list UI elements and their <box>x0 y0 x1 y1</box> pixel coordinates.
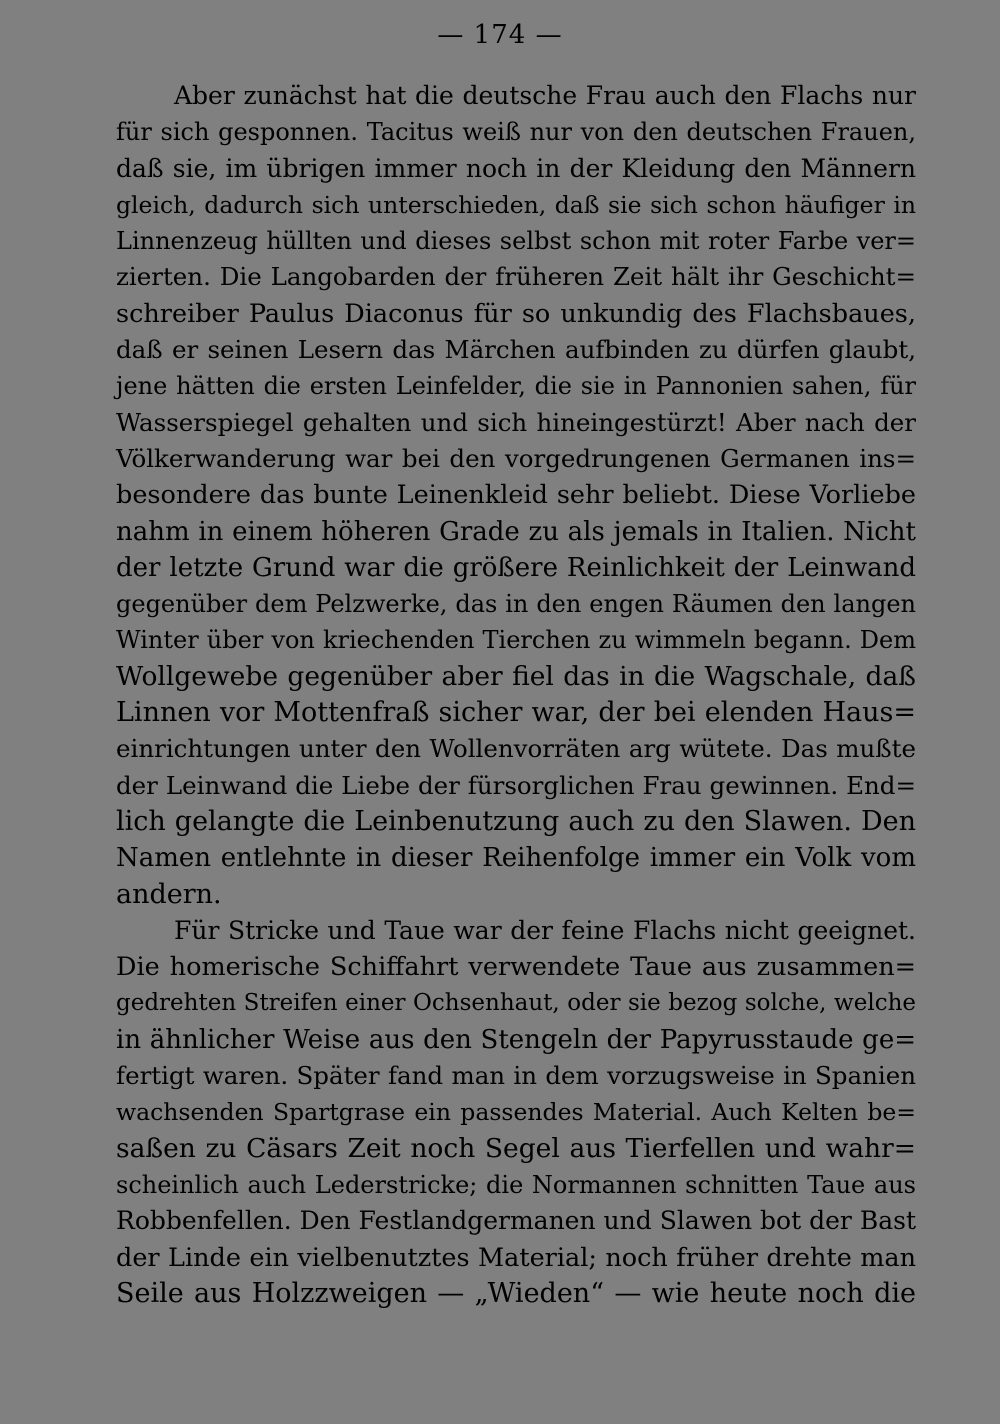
text-line: daß er seinen Lesern das Märchen aufbinden zu dürfen glaubt, <box>116 335 916 365</box>
text-line: Linnenzeug hüllten und dieses selbst schon mit roter Farbe ver= <box>116 227 916 256</box>
text-line: Seile aus Holzzweigen — „Wieden“ — wie heute noch die <box>116 1277 916 1309</box>
text-line: Winter über von kriechenden Tierchen zu wimmeln begann. Dem <box>116 626 916 655</box>
text-line: nahm in einem höheren Grade zu als jemals in Italien. Nicht <box>116 516 916 547</box>
text-line: jene hätten die ersten Leinfelder, die sie in Pannonien sahen, für <box>116 372 916 401</box>
text-line: Für Stricke und Taue war der feine Flachs nicht geeignet. <box>174 915 916 945</box>
text-line: der Linde ein vielbenutztes Material; noch früher drehte man <box>116 1242 916 1273</box>
text-line: Aber zunächst hat die deutsche Frau auch den Flachs nur <box>174 81 916 110</box>
text-line: der letzte Grund war die größere Reinlichkeit der Leinwand <box>116 552 916 583</box>
text-line: gleich, dadurch sich unterschieden, daß sie sich schon häufiger in <box>116 190 916 219</box>
text-line: in ähnlicher Weise aus den Stengeln der Papyrusstaude ge= <box>116 1024 916 1055</box>
text-line: zierten. Die Langobarden der früheren Zeit hält ihr Geschicht= <box>116 262 916 292</box>
body-text <box>116 78 916 1312</box>
text-line: lich gelangte die Leinbenutzung auch zu den Slawen. Den <box>116 805 916 837</box>
text-line: Linnen vor Mottenfraß sicher war, der bei elenden Haus= <box>116 697 916 729</box>
text-line: Wasserspiegel gehalten und sich hineingestürzt! Aber nach der <box>116 407 916 437</box>
text-line: einrichtungen unter den Wollenvorräten arg wütete. Das mußte <box>116 734 916 764</box>
text-line: daß sie, im übrigen immer noch in der Kleidung den Männern <box>116 153 916 183</box>
text-line: besondere das bunte Leinenkleid sehr beliebt. Diese Vorliebe <box>116 480 916 511</box>
text-line: fertigt waren. Später fand man in dem vorzugsweise in Spanien <box>116 1061 916 1091</box>
text-line: der Leinwand die Liebe der fürsorglichen Frau gewinnen. End= <box>116 770 916 800</box>
text-line: gedrehten Streifen einer Ochsenhaut, oder sie bezog solche, welche <box>116 990 916 1017</box>
text-line: saßen zu Cäsars Zeit noch Segel aus Tierfellen und wahr= <box>116 1132 916 1164</box>
text-line: schreiber Paulus Diaconus für so unkundig des Flachsbaues, <box>116 298 916 329</box>
page-number: — 174 — <box>437 20 563 50</box>
text-line: Robbenfellen. Den Festlandgermanen und Slawen bot der Bast <box>116 1206 916 1236</box>
text-line: Die homerische Schiffahrt verwendete Taue aus zusammen= <box>116 952 916 983</box>
text-line: Wollgewebe gegenüber aber fiel das in die Wagschale, daß <box>116 660 916 692</box>
text-line: wachsenden Spartgrase ein passendes Material. Auch Kelten be= <box>116 1098 916 1127</box>
text-line: gegenüber dem Pelzwerke, das in den engen Räumen den langen <box>116 590 916 619</box>
text-line: Namen entlehnte in dieser Reihenfolge immer ein Volk vom <box>116 843 916 874</box>
text-line: scheinlich auch Lederstricke; die Normannen schnitten Taue aus <box>116 1170 916 1199</box>
text-line: andern. <box>116 878 222 910</box>
text-line: Völkerwanderung war bei den vorgedrungenen Germanen ins= <box>116 443 916 473</box>
text-line: für sich gesponnen. Tacitus weiß nur von den deutschen Frauen, <box>116 118 916 147</box>
